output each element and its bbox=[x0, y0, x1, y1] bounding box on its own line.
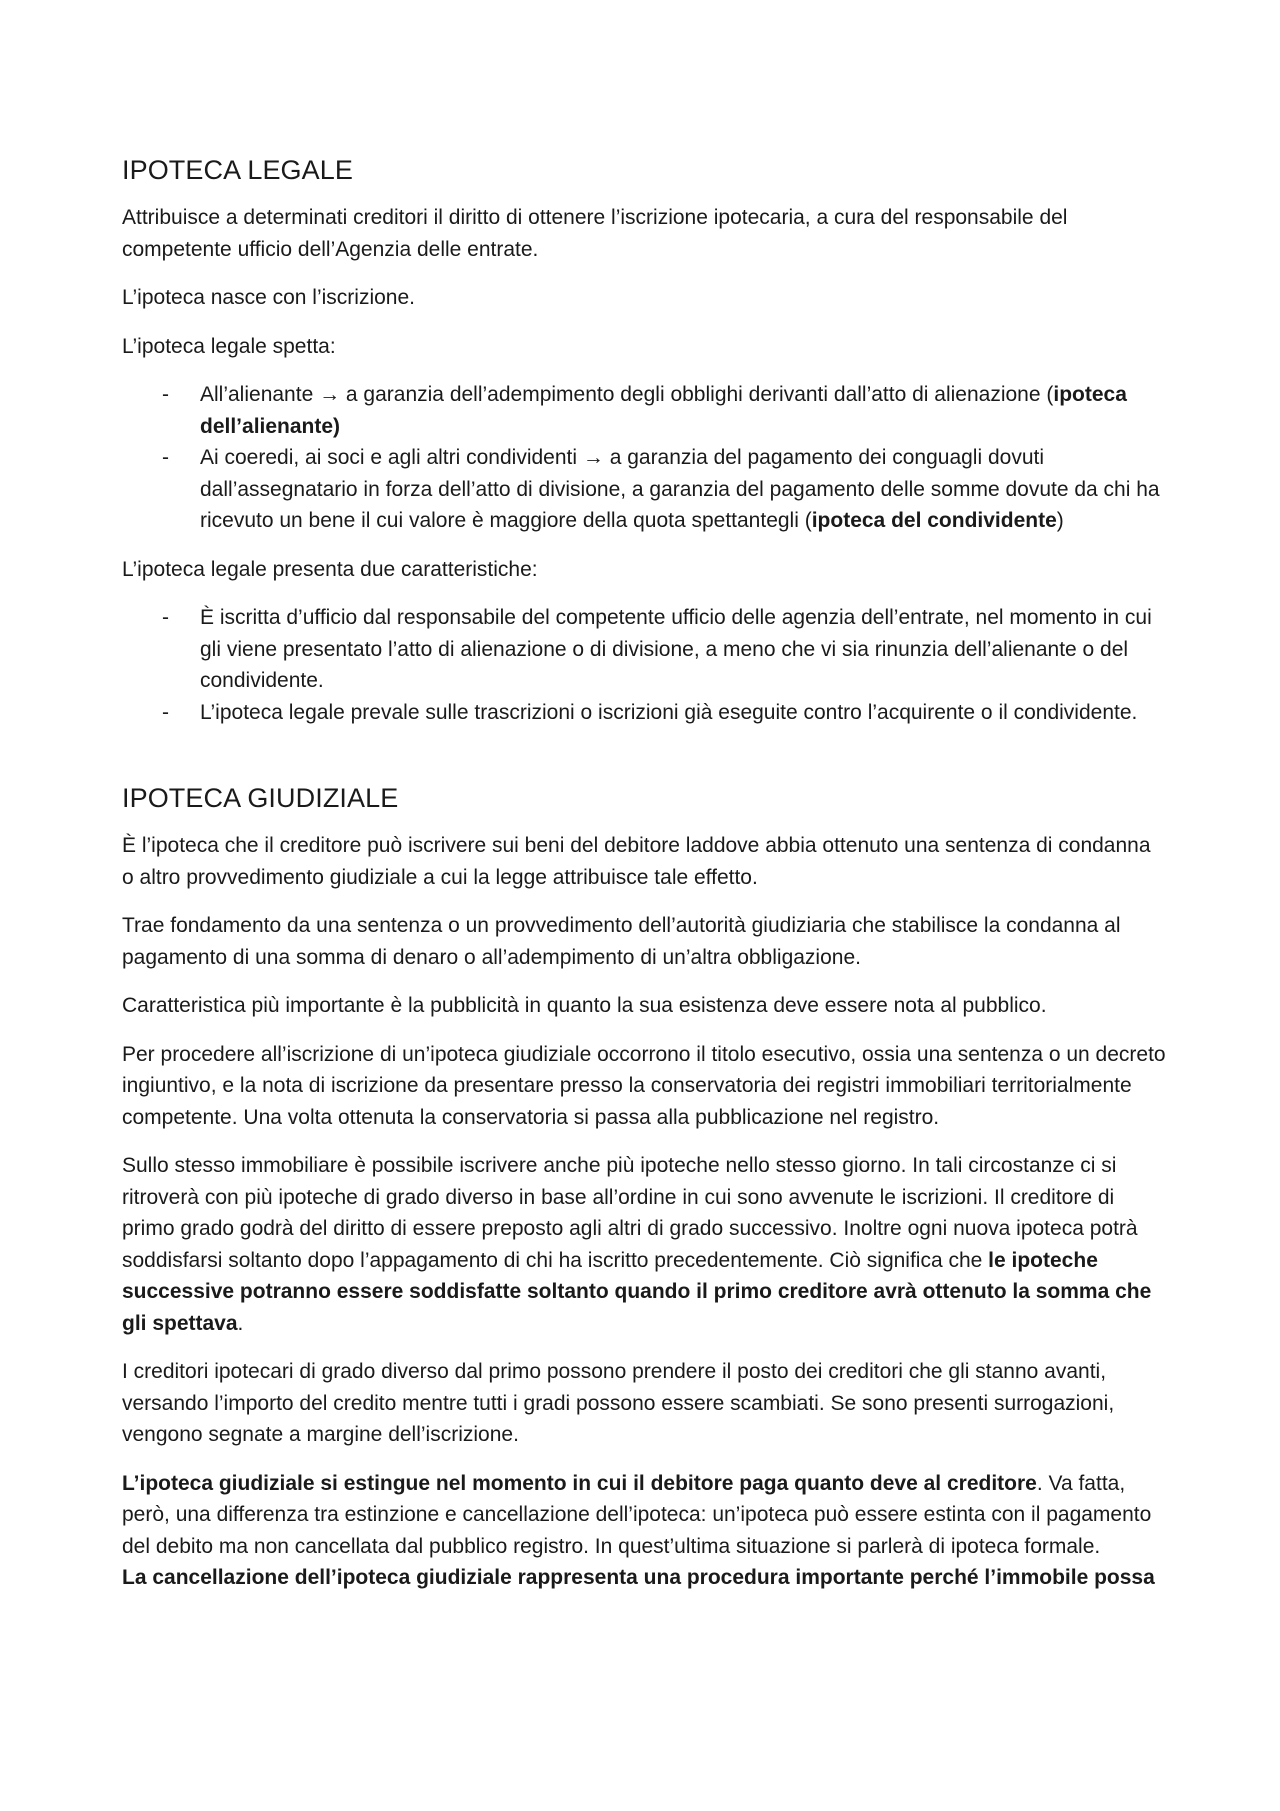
paragraph-text: Sullo stesso immobiliare è possibile iscrivere anche più ipoteche nello stesso giorno. In tali circostanze ci si ritroverà con più ipoteche di grado diverso in base all’ordine in cui sono avvenute le iscrizioni. Il creditore di primo grado godrà del diritto di essere preposto agli altri di grado successivo. Inoltre ogni nuova ipoteca potrà soddisfarsi soltanto dopo l’appagamento di chi ha iscritto precedentemente. Ciò significa che bbox=[122, 1154, 1138, 1272]
heading-ipoteca-legale: IPOTECA LEGALE bbox=[122, 155, 353, 185]
paragraph-bold: L’ipoteca giudiziale si estingue nel momento in cui il debitore paga quanto deve al creditore bbox=[122, 1471, 1037, 1495]
paragraph: Trae fondamento da una sentenza o un provvedimento dell’autorità giudiziaria che stabilisce la condanna al pagamento di una somma di denaro o all’adempimento di un’altra obbligazione. bbox=[122, 914, 1121, 969]
paragraph: I creditori ipotecari di grado diverso dal primo possono prendere il posto dei creditori che gli stanno avanti, versando l’importo del credito mentre tutti i gradi possono essere scambiati. Se sono presenti surrogazioni, vengono segnate a margine dell’iscrizione. bbox=[122, 1360, 1115, 1446]
list-item-text-end: ) bbox=[1056, 509, 1064, 532]
list-item-bold: ipoteca dell’alienante) bbox=[200, 383, 1127, 438]
paragraph bbox=[122, 1562, 1167, 1594]
list-item bbox=[122, 442, 1167, 537]
paragraph: L’ipoteca legale spetta: bbox=[122, 334, 336, 358]
list-item bbox=[122, 379, 1167, 442]
list-item bbox=[122, 697, 1167, 729]
paragraph: È l’ipoteca che il creditore può iscrivere sui beni del debitore laddove abbia ottenuto una sentenza di condanna o altro provvedimento giudiziale a cui la legge attribuisce tale effetto. bbox=[122, 834, 1151, 889]
paragraph: L’ipoteca legale presenta due caratteristiche: bbox=[122, 557, 538, 581]
heading-ipoteca-giudiziale: IPOTECA GIUDIZIALE bbox=[122, 783, 399, 813]
bullet-list bbox=[122, 602, 1167, 728]
dash-bullet: - bbox=[162, 383, 169, 406]
paragraph bbox=[122, 1468, 1167, 1563]
paragraph-bold: le ipoteche successive potranno essere soddisfatte soltanto quando il primo creditore avrà ottenuto la somma che gli spettava bbox=[122, 1248, 1152, 1335]
paragraph: L’ipoteca nasce con l’iscrizione. bbox=[122, 286, 415, 309]
list-item-text: L’ipoteca legale prevale sulle trascrizioni o iscrizioni già eseguite contro l’acquirente o il condividente. bbox=[200, 700, 1138, 724]
paragraph: Attribuisce a determinati creditori il diritto di ottenere l’iscrizione ipotecaria, a cura del responsabile del competente ufficio dell’Agenzia delle entrate. bbox=[122, 206, 1068, 261]
paragraph-bold: La cancellazione dell’ipoteca giudiziale rappresenta una procedura importante perché l’immobile possa bbox=[122, 1566, 1155, 1589]
dash-bullet: - bbox=[162, 700, 169, 724]
list-item-text: All’alienante → a garanzia dell’adempimento degli obblighi derivanti dall’atto di alienazione ( bbox=[200, 383, 1054, 406]
paragraph-text: . Va fatta, però, una differenza tra estinzione e cancellazione dell’ipoteca: un’ipoteca può essere estinta con il pagamento del debito ma non cancellata dal pubblico registro. In quest’ultima situazione si parlerà di ipoteca formale. bbox=[122, 1471, 1152, 1558]
paragraph-text-end: . bbox=[237, 1311, 244, 1335]
paragraph bbox=[122, 1150, 1167, 1339]
dash-bullet: - bbox=[162, 446, 169, 469]
list-item-bold: ipoteca del condividente bbox=[811, 509, 1057, 532]
document-body bbox=[122, 152, 1167, 1611]
dash-bullet: - bbox=[162, 606, 169, 629]
list-item-text: Ai coeredi, ai soci e agli altri condividenti → a garanzia del pagamento dei conguagli dovuti dall’assegnatario in forza dell’atto di divisione, a garanzia del pagamento delle somme dovute da chi ha ricevuto un bene il cui valore è maggiore della quota spettantegli ( bbox=[200, 446, 1160, 532]
list-item bbox=[122, 602, 1167, 697]
paragraph: Per procedere all’iscrizione di un’ipoteca giudiziale occorrono il titolo esecutivo, ossia una sentenza o un decreto ingiuntivo, e la nota di iscrizione da presentare presso la conservatoria dei registri immobiliari territorialmente competente. Una volta ottenuta la conservatoria si passa alla pubblicazione nel registro. bbox=[122, 1042, 1166, 1129]
paragraph: Caratteristica più importante è la pubblicità in quanto la sua esistenza deve essere nota al pubblico. bbox=[122, 994, 1047, 1017]
bullet-list bbox=[122, 379, 1167, 537]
list-item-text: È iscritta d’ufficio dal responsabile del competente ufficio delle agenzia dell’entrate, nel momento in cui gli viene presentato l’atto di alienazione o di divisione, a meno che vi sia rinunzia dell’alienante o del condividente. bbox=[200, 606, 1152, 692]
